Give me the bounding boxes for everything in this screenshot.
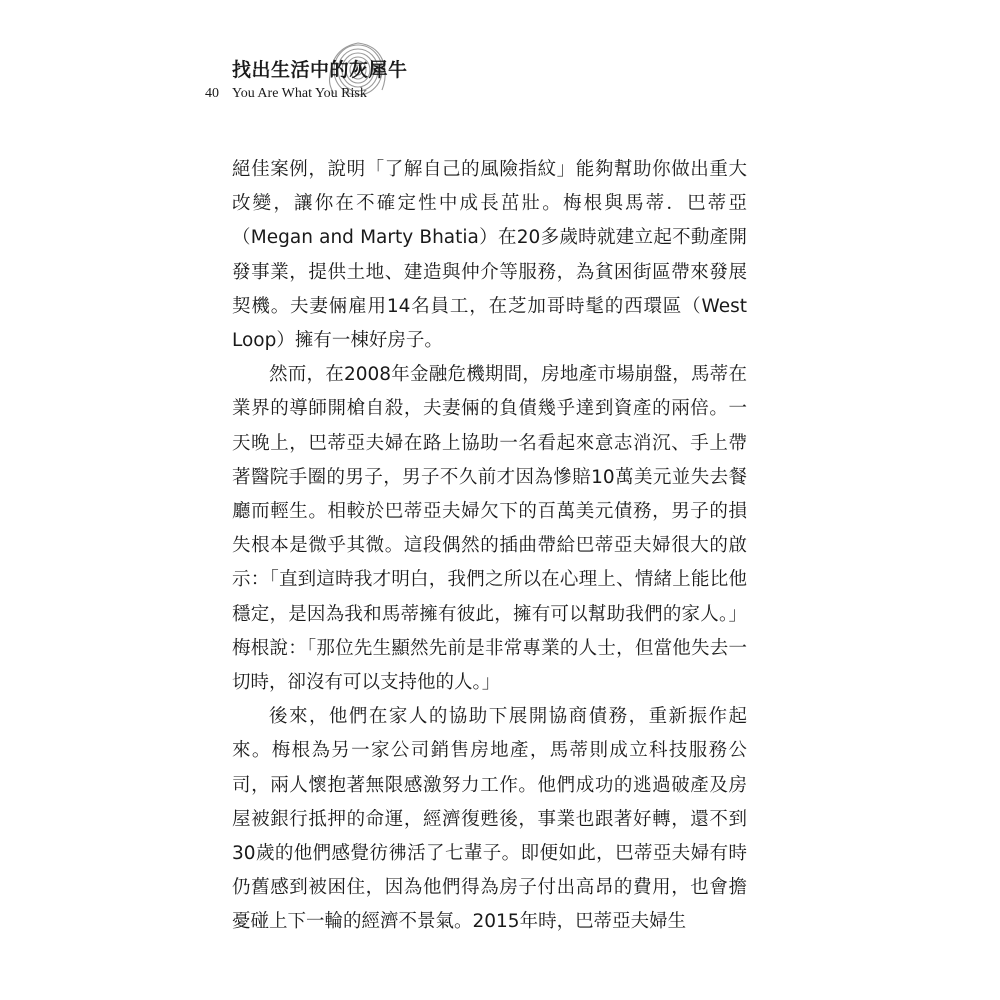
paragraph: 然而，在2008年金融危機期間，房地產市場崩盤，馬蒂在業界的導師開槍自殺，夫妻倆的負債幾乎達到資產的兩倍。一天晚上，巴蒂亞夫婦在路上協助一名看起來意志消沉、手上帶著醫院手圈的男子，男子不久前才因為慘賠10萬美元並失去餐廳而輕生。相較於巴蒂亞夫婦欠下的百萬美元債務，男子的損失根本是微乎其微。這段偶然的插曲帶給巴蒂亞夫婦很大的啟示：「直到這時我才明白，我們之所以在心理上、情緒上能比他穩定，是因為我和馬蒂擁有彼此，擁有可以幫助我們的家人。」梅根說：「那位先生顯然先前是非常專業的人士，但當他失去一切時，卻沒有可以支持他的人。」 [232, 364, 747, 694]
page-header [0, 0, 1000, 110]
book-title: 找出生活中的灰犀牛 [232, 59, 408, 81]
body-text [232, 153, 747, 940]
page-number: 40 [205, 86, 219, 101]
paragraph: 後來，他們在家人的協助下展開協商債務，重新振作起來。梅根為另一家公司銷售房地產，馬蒂則成立科技服務公司，兩人懷抱著無限感激努力工作。他們成功的逃過破產及房屋被銀行抵押的命運，經濟復甦後，事業也跟著好轉，還不到30歲的他們感覺彷彿活了七輩子。即便如此，巴蒂亞夫婦有時仍舊感到被困住，因為他們得為房子付出高昂的費用，也會擔憂碰上下一輪的經濟不景氣。2015年時，巴蒂亞夫婦生 [232, 706, 747, 933]
paragraph: 絕佳案例，說明「了解自己的風險指紋」能夠幫助你做出重大改變，讓你在不確定性中成長茁壯。梅根與馬蒂．巴蒂亞（Megan and Marty Bhatia）在20多歲時就建立起不動產開發事業，提供土地、建造與仲介等服務，為貧困街區帶來發展契機。夫妻倆雇用14名員工，在芝加哥時髦的西環區（West Loop）擁有一棟好房子。 [232, 159, 747, 352]
book-subtitle: You Are What You Risk [232, 86, 367, 101]
